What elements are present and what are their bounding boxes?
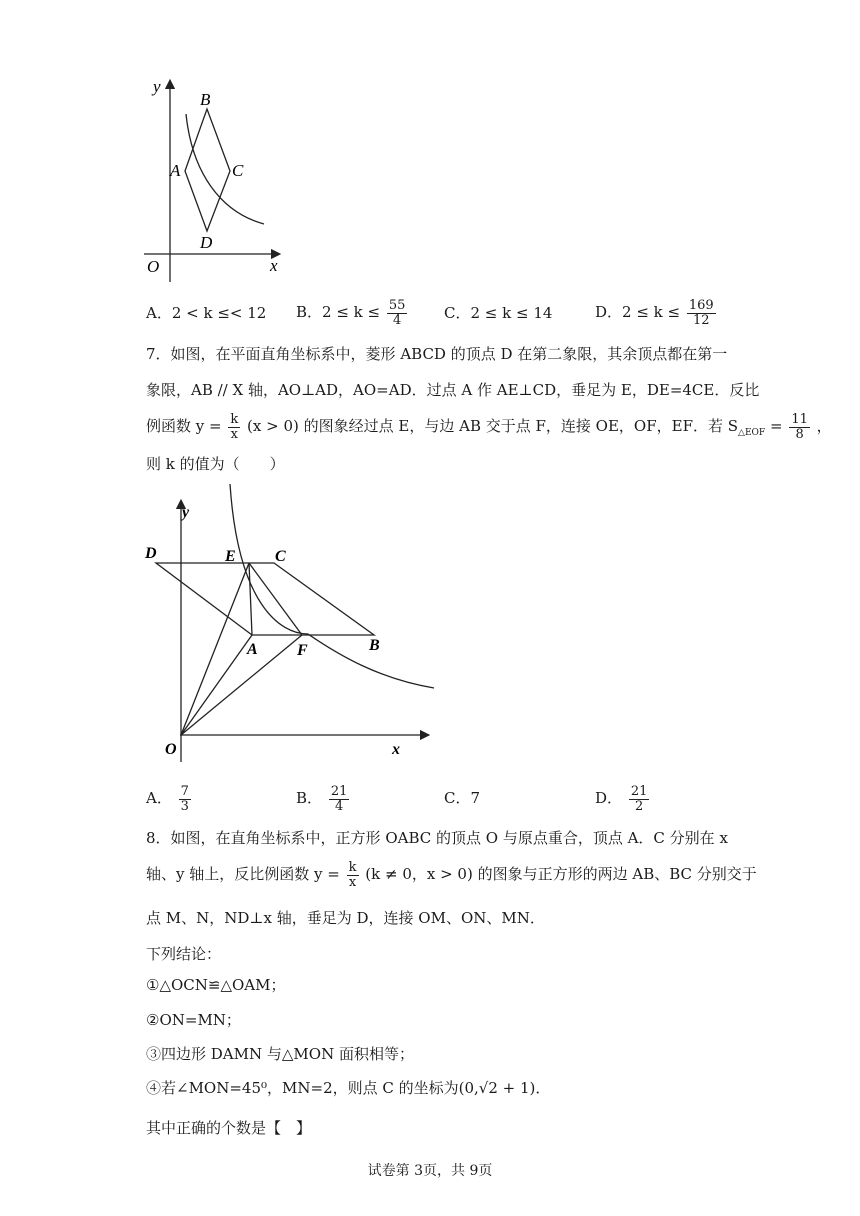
q8-conclusion-1: ①△OCN≌△OAM；: [146, 976, 286, 994]
rhombus: [156, 563, 374, 635]
q7-option-c: C．7: [444, 789, 481, 807]
label-y: y: [182, 504, 190, 521]
label-x: x: [270, 256, 278, 275]
q6-option-b: B．2 ≤ k ≤ $\frac{55}{4}$: [296, 297, 406, 328]
label-d: D: [145, 545, 157, 562]
label-e: E: [225, 548, 236, 565]
q6-option-a: A．2 < k ≤< 12: [146, 304, 267, 322]
label-d: D: [200, 233, 213, 252]
q8-conclusion-3: ③四边形 DAMN 与△MON 面积相等；: [146, 1045, 414, 1063]
q8-line-3: 点 M、N，ND⊥x 轴，垂足为 D，连接 OM、ON、MN．: [146, 909, 545, 927]
figure-rhombus-abcd-q7: [140, 484, 440, 764]
label-a: A: [170, 161, 181, 180]
figure-rhombus-curve: [140, 72, 290, 282]
q7-line-3: 例函数 y = $\frac{k}{x}$ (x > 0) 的图象经过点 E，与边 AB 交于点 F，连接 OE，OF，EF．若 $S_{\triangle EOF}$ = $\frac{11}{8}$ ，: [146, 411, 832, 442]
q8-ask: 其中正确的个数是【 】: [146, 1119, 312, 1137]
label-b: B: [369, 637, 380, 654]
q7-line-2: 象限，AB // X 轴，AO⊥AD，AO=AD．过点 A 作 AE⊥CD，垂足为 E，DE=4CE．反比: [146, 381, 760, 399]
page-footer: 试卷第 3页，共 9页: [367, 1163, 493, 1179]
inverse-curve: [230, 484, 434, 688]
label-o: O: [165, 741, 177, 758]
q8-conclusion-2: ②ON=MN；: [146, 1011, 241, 1029]
rhombus-abcd: [185, 109, 230, 231]
segment-ae: [249, 563, 252, 635]
q6-option-d: D．2 ≤ k ≤ $\frac{169}{12}$: [595, 297, 714, 328]
label-o: O: [147, 257, 160, 276]
q7-line-1: 7．如图，在平面直角坐标系中，菱形 ABCD 的顶点 D 在第二象限，其余顶点都在第一: [146, 345, 728, 363]
q6-option-c: C．2 ≤ k ≤ 14: [444, 304, 553, 322]
label-c: C: [232, 161, 244, 180]
q8-line-4: 下列结论：: [146, 945, 222, 963]
q7-line-4: 则 k 的值为（ ）: [146, 455, 285, 473]
q8-line-1: 8．如图，在直角坐标系中，正方形 OABC 的顶点 O 与原点重合，顶点 A．C 分别在 x: [146, 829, 728, 847]
label-f: F: [297, 642, 308, 659]
q8-conclusion-4: ④若∠MON=45⁰，MN=2，则点 C 的坐标为(0,√2 + 1)．: [146, 1079, 551, 1097]
segment-ef: [249, 563, 302, 635]
q7-option-b: B． $\frac{21}{4}$: [296, 783, 348, 814]
q7-option-d: D． $\frac{21}{2}$: [595, 783, 648, 814]
label-y: y: [153, 77, 161, 96]
q8-line-2: 轴、y 轴上，反比例函数 y = $\frac{k}{x}$ (k ≠ 0，x > 0) 的图象与正方形的两边 AB、BC 分别交于: [146, 859, 757, 890]
label-x: x: [392, 741, 400, 758]
label-c: C: [275, 548, 286, 565]
label-b: B: [200, 90, 211, 109]
label-a: A: [247, 641, 258, 658]
q7-option-a: A． $\frac{7}{3}$: [146, 783, 189, 814]
